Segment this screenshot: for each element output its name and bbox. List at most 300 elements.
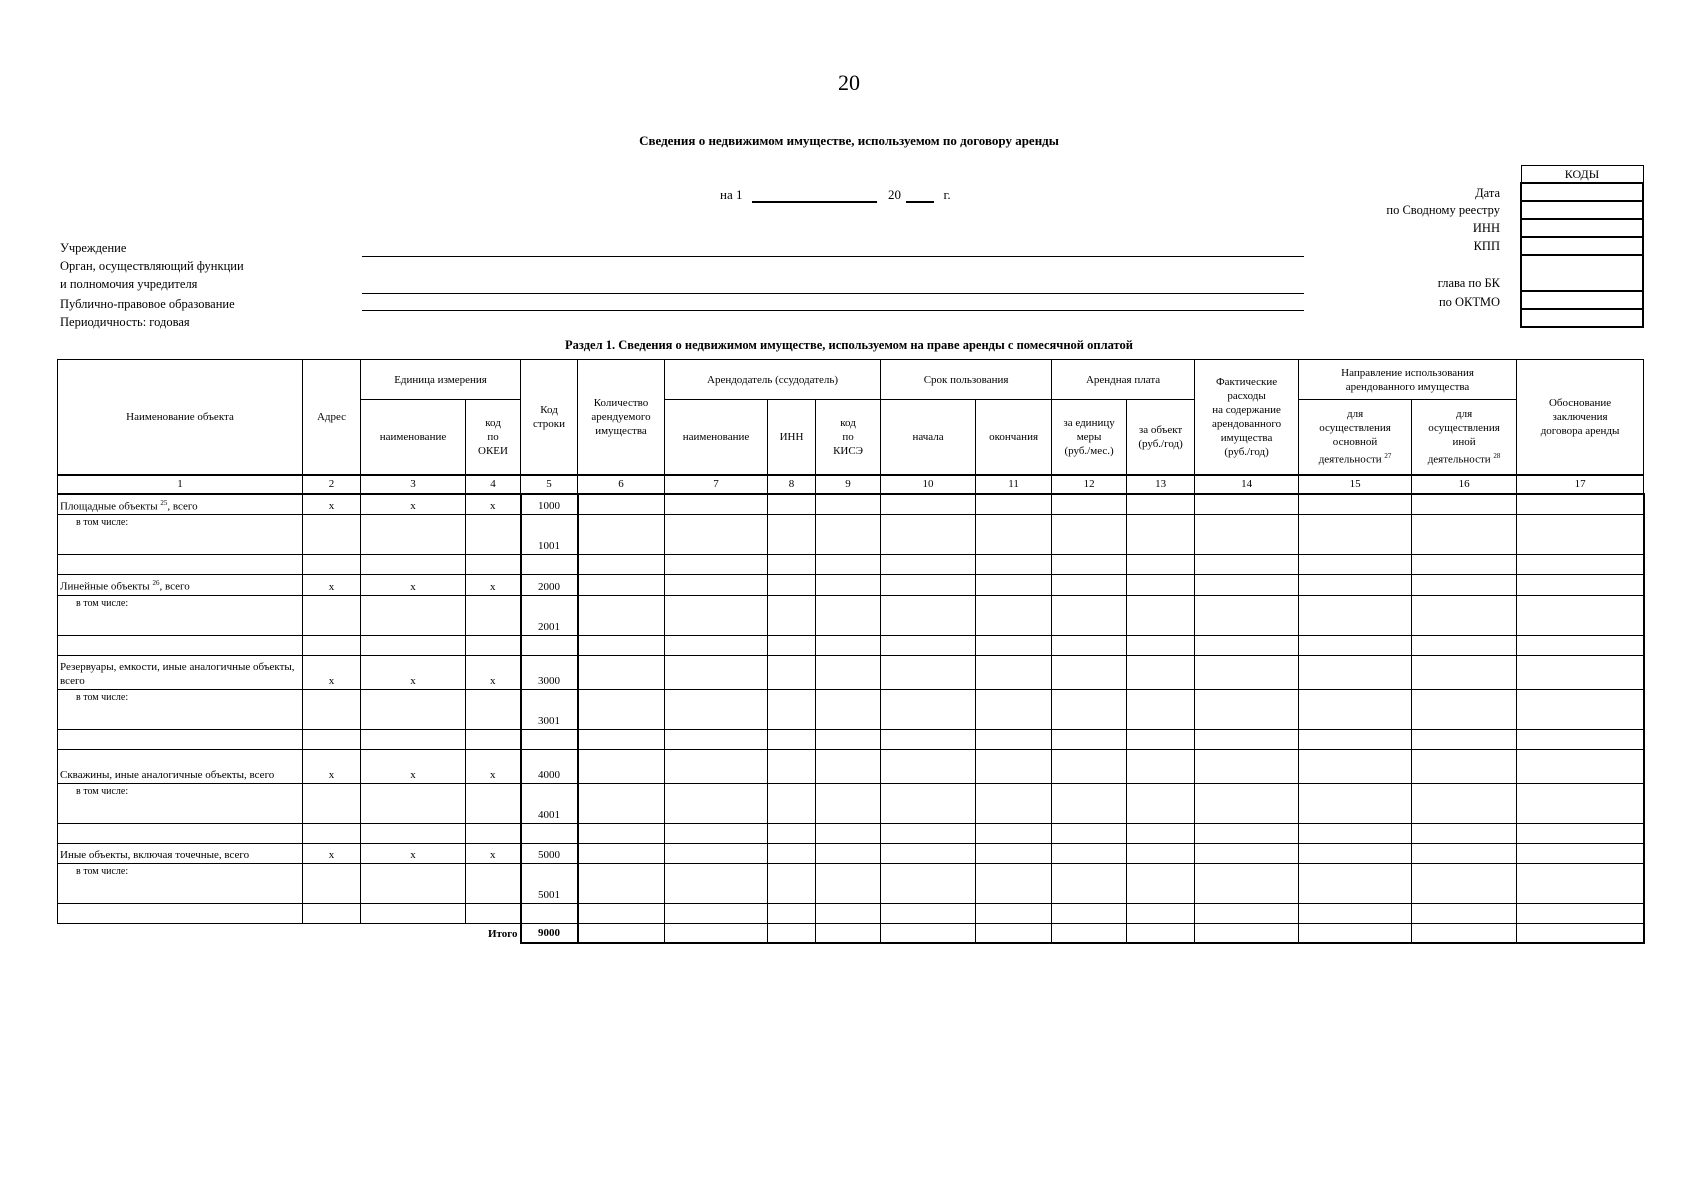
th-dir-other-l4 bbox=[1414, 449, 1514, 467]
th-term-end: окончания bbox=[976, 400, 1052, 475]
data-cell-col-9[interactable] bbox=[816, 494, 881, 515]
data-cell-col-2[interactable] bbox=[303, 555, 361, 575]
th-dir-main bbox=[1299, 400, 1412, 475]
data-cell-col-15[interactable] bbox=[1299, 783, 1412, 823]
th-rent-object-l1: за объект bbox=[1138, 423, 1183, 436]
data-cell-col-13[interactable] bbox=[1127, 729, 1195, 749]
data-cell-col-17[interactable] bbox=[1517, 749, 1644, 783]
data-cell-col-12[interactable] bbox=[1052, 923, 1127, 943]
th-basis-l1: Обоснование bbox=[1548, 396, 1612, 409]
data-cell-col-13[interactable] bbox=[1127, 923, 1195, 943]
table-row bbox=[58, 655, 1644, 689]
data-cell-col-1[interactable] bbox=[58, 555, 303, 575]
data-cell-col-15[interactable] bbox=[1299, 689, 1412, 729]
data-cell-col-12[interactable] bbox=[1052, 689, 1127, 729]
th-fact bbox=[1195, 360, 1299, 475]
data-cell-col-6[interactable] bbox=[578, 555, 665, 575]
th-dir-other bbox=[1412, 400, 1517, 475]
data-cell-col-14[interactable] bbox=[1195, 555, 1299, 575]
data-cell-col-7[interactable] bbox=[665, 635, 768, 655]
data-cell-col-14[interactable] bbox=[1195, 843, 1299, 863]
data-cell-col-4[interactable] bbox=[466, 635, 521, 655]
codes-bk-label: глава по БК bbox=[1437, 276, 1500, 290]
data-cell-col-4[interactable] bbox=[466, 595, 521, 635]
row-code: 3001 bbox=[521, 689, 578, 729]
data-cell-col-3[interactable] bbox=[361, 515, 466, 555]
data-cell-col-11[interactable] bbox=[976, 515, 1052, 555]
data-cell-col-14[interactable] bbox=[1195, 635, 1299, 655]
data-cell-col-11[interactable] bbox=[976, 749, 1052, 783]
data-cell-col-14[interactable] bbox=[1195, 655, 1299, 689]
data-cell-col-15[interactable] bbox=[1299, 635, 1412, 655]
codes-inn-cell[interactable] bbox=[1521, 219, 1643, 237]
table-row bbox=[58, 515, 1644, 555]
data-cell-col-4[interactable] bbox=[466, 515, 521, 555]
okei-x: x bbox=[466, 749, 521, 783]
th-term-start: начала bbox=[881, 400, 976, 475]
data-cell-col-8[interactable] bbox=[768, 515, 816, 555]
object-name-text: Площадные объекты bbox=[60, 500, 158, 513]
date-day-month-field[interactable] bbox=[752, 189, 877, 203]
object-name-text: Резервуары, емкости, иные аналогичные объекты, всего bbox=[60, 660, 295, 687]
data-cell-col-13[interactable] bbox=[1127, 595, 1195, 635]
data-cell-col-6[interactable] bbox=[578, 923, 665, 943]
data-cell-col-14[interactable] bbox=[1195, 863, 1299, 903]
data-cell-col-15[interactable] bbox=[1299, 823, 1412, 843]
data-cell-col-11[interactable] bbox=[976, 729, 1052, 749]
data-cell-col-17[interactable] bbox=[1517, 635, 1644, 655]
data-cell-col-10[interactable] bbox=[881, 783, 976, 823]
th-dir-other-l4-text: деятельности bbox=[1427, 453, 1491, 466]
data-cell-col-17[interactable] bbox=[1517, 515, 1644, 555]
data-cell-col-4[interactable] bbox=[466, 863, 521, 903]
row-code: 4001 bbox=[521, 783, 578, 823]
data-cell-col-10[interactable] bbox=[881, 575, 976, 596]
data-cell-col-3[interactable] bbox=[361, 783, 466, 823]
data-cell-col-8[interactable] bbox=[768, 555, 816, 575]
column-number: 2 bbox=[303, 475, 361, 494]
data-cell-col-9[interactable] bbox=[816, 843, 881, 863]
data-cell-col-13[interactable] bbox=[1127, 555, 1195, 575]
data-cell-col-3[interactable] bbox=[361, 863, 466, 903]
data-cell-col-9[interactable] bbox=[816, 555, 881, 575]
data-cell-col-14[interactable] bbox=[1195, 903, 1299, 923]
data-cell-col-6[interactable] bbox=[578, 783, 665, 823]
data-cell-col-15[interactable] bbox=[1299, 515, 1412, 555]
data-cell-col-11[interactable] bbox=[976, 494, 1052, 515]
data-cell-col-16[interactable] bbox=[1412, 843, 1517, 863]
data-cell-col-14[interactable] bbox=[1195, 575, 1299, 596]
data-cell-col-13[interactable] bbox=[1127, 655, 1195, 689]
codes-oktmo-cell[interactable] bbox=[1521, 291, 1643, 309]
data-cell-col-4[interactable] bbox=[466, 689, 521, 729]
data-cell-col-17[interactable] bbox=[1517, 823, 1644, 843]
data-cell-col-15[interactable] bbox=[1299, 923, 1412, 943]
data-cell-col-11[interactable] bbox=[976, 635, 1052, 655]
data-cell-col-6[interactable] bbox=[578, 749, 665, 783]
data-cell-col-12[interactable] bbox=[1052, 655, 1127, 689]
data-cell-col-6[interactable] bbox=[578, 843, 665, 863]
object-name bbox=[58, 494, 303, 515]
data-cell-col-7[interactable] bbox=[665, 729, 768, 749]
data-cell-col-13[interactable] bbox=[1127, 823, 1195, 843]
data-cell-col-8[interactable] bbox=[768, 729, 816, 749]
data-cell-col-12[interactable] bbox=[1052, 729, 1127, 749]
data-cell-col-17[interactable] bbox=[1517, 555, 1644, 575]
data-cell-col-13[interactable] bbox=[1127, 903, 1195, 923]
data-cell-col-11[interactable] bbox=[976, 823, 1052, 843]
data-cell-col-12[interactable] bbox=[1052, 494, 1127, 515]
data-cell-col-8[interactable] bbox=[768, 655, 816, 689]
data-cell-col-14[interactable] bbox=[1195, 923, 1299, 943]
data-cell-col-16[interactable] bbox=[1412, 515, 1517, 555]
data-cell-col-9[interactable] bbox=[816, 515, 881, 555]
data-cell-col-2[interactable] bbox=[303, 689, 361, 729]
data-cell-col-2[interactable] bbox=[303, 729, 361, 749]
data-cell-col-3[interactable] bbox=[361, 689, 466, 729]
th-direction bbox=[1299, 360, 1517, 400]
column-number: 16 bbox=[1412, 475, 1517, 494]
data-cell-col-7[interactable] bbox=[665, 515, 768, 555]
data-cell-col-16[interactable] bbox=[1412, 729, 1517, 749]
data-cell-col-13[interactable] bbox=[1127, 749, 1195, 783]
data-cell-col-11[interactable] bbox=[976, 689, 1052, 729]
data-cell-col-13[interactable] bbox=[1127, 689, 1195, 729]
table-row bbox=[58, 689, 1644, 729]
data-cell-col-11[interactable] bbox=[976, 595, 1052, 635]
row-code[interactable] bbox=[521, 635, 578, 655]
data-cell-col-10[interactable] bbox=[881, 635, 976, 655]
data-cell-col-9[interactable] bbox=[816, 863, 881, 903]
data-cell-col-4[interactable] bbox=[466, 823, 521, 843]
date-year-prefix: 20 bbox=[887, 187, 901, 202]
data-cell-col-9[interactable] bbox=[816, 903, 881, 923]
data-cell-col-4[interactable] bbox=[466, 783, 521, 823]
data-cell-col-8[interactable] bbox=[768, 823, 816, 843]
data-cell-col-12[interactable] bbox=[1052, 595, 1127, 635]
data-cell-col-1[interactable] bbox=[58, 635, 303, 655]
data-cell-col-2[interactable] bbox=[303, 595, 361, 635]
data-cell-col-12[interactable] bbox=[1052, 783, 1127, 823]
data-cell-col-11[interactable] bbox=[976, 555, 1052, 575]
data-cell-col-9[interactable] bbox=[816, 689, 881, 729]
data-cell-col-16[interactable] bbox=[1412, 783, 1517, 823]
data-cell-col-17[interactable] bbox=[1517, 783, 1644, 823]
data-cell-col-12[interactable] bbox=[1052, 863, 1127, 903]
data-cell-col-14[interactable] bbox=[1195, 749, 1299, 783]
data-cell-col-1[interactable] bbox=[58, 729, 303, 749]
table-row bbox=[58, 843, 1644, 863]
data-cell-col-14[interactable] bbox=[1195, 595, 1299, 635]
data-cell-col-16[interactable] bbox=[1412, 903, 1517, 923]
data-cell-col-7[interactable] bbox=[665, 494, 768, 515]
th-lessor: Арендодатель (ссудодатель) bbox=[665, 360, 881, 400]
data-cell-col-16[interactable] bbox=[1412, 863, 1517, 903]
data-cell-col-7[interactable] bbox=[665, 863, 768, 903]
data-cell-col-9[interactable] bbox=[816, 635, 881, 655]
data-cell-col-12[interactable] bbox=[1052, 843, 1127, 863]
public-entity-line[interactable] bbox=[362, 310, 1304, 311]
data-cell-col-7[interactable] bbox=[665, 823, 768, 843]
data-cell-col-15[interactable] bbox=[1299, 843, 1412, 863]
th-fact-l4: арендованного bbox=[1211, 417, 1282, 430]
table-row bbox=[58, 494, 1644, 515]
date-year-field[interactable] bbox=[906, 189, 934, 203]
data-cell-col-9[interactable] bbox=[816, 595, 881, 635]
founder-label-1: Орган, осуществляющий функции bbox=[60, 259, 244, 273]
data-cell-col-15[interactable] bbox=[1299, 749, 1412, 783]
data-cell-col-13[interactable] bbox=[1127, 515, 1195, 555]
data-cell-col-10[interactable] bbox=[881, 494, 976, 515]
data-cell-col-17[interactable] bbox=[1517, 863, 1644, 903]
data-cell-col-2[interactable] bbox=[303, 635, 361, 655]
th-qty-l3: имущества bbox=[595, 424, 647, 437]
data-cell-col-12[interactable] bbox=[1052, 555, 1127, 575]
data-cell-col-3[interactable] bbox=[361, 823, 466, 843]
data-cell-col-10[interactable] bbox=[881, 595, 976, 635]
data-cell-col-14[interactable] bbox=[1195, 515, 1299, 555]
data-cell-col-11[interactable] bbox=[976, 655, 1052, 689]
data-cell-col-16[interactable] bbox=[1412, 655, 1517, 689]
data-cell-col-16[interactable] bbox=[1412, 689, 1517, 729]
data-cell-col-17[interactable] bbox=[1517, 729, 1644, 749]
data-cell-col-10[interactable] bbox=[881, 923, 976, 943]
data-cell-col-14[interactable] bbox=[1195, 783, 1299, 823]
data-cell-col-11[interactable] bbox=[976, 843, 1052, 863]
th-basis-l2: заключения bbox=[1552, 410, 1608, 423]
section-title: Раздел 1. Сведения о недвижимом имуществе, используемом на праве аренды с помесячной оплатой bbox=[565, 338, 1133, 352]
row-code[interactable] bbox=[521, 555, 578, 575]
column-number: 6 bbox=[578, 475, 665, 494]
data-cell-col-8[interactable] bbox=[768, 689, 816, 729]
data-cell-col-13[interactable] bbox=[1127, 863, 1195, 903]
data-cell-col-17[interactable] bbox=[1517, 575, 1644, 596]
data-cell-col-15[interactable] bbox=[1299, 555, 1412, 575]
data-cell-col-7[interactable] bbox=[665, 903, 768, 923]
data-cell-col-11[interactable] bbox=[976, 923, 1052, 943]
data-cell-col-16[interactable] bbox=[1412, 555, 1517, 575]
data-cell-col-6[interactable] bbox=[578, 903, 665, 923]
data-cell-col-13[interactable] bbox=[1127, 575, 1195, 596]
data-cell-col-3[interactable] bbox=[361, 729, 466, 749]
data-cell-col-13[interactable] bbox=[1127, 843, 1195, 863]
data-cell-col-16[interactable] bbox=[1412, 923, 1517, 943]
codes-registry-cell[interactable] bbox=[1521, 201, 1643, 219]
data-cell-col-11[interactable] bbox=[976, 575, 1052, 596]
data-cell-col-16[interactable] bbox=[1412, 823, 1517, 843]
data-cell-col-7[interactable] bbox=[665, 575, 768, 596]
th-rent-unit bbox=[1052, 400, 1127, 475]
data-cell-col-7[interactable] bbox=[665, 783, 768, 823]
data-cell-col-15[interactable] bbox=[1299, 863, 1412, 903]
table-row bbox=[58, 823, 1644, 843]
data-cell-col-9[interactable] bbox=[816, 823, 881, 843]
data-cell-col-16[interactable] bbox=[1412, 635, 1517, 655]
data-cell-col-10[interactable] bbox=[881, 903, 976, 923]
codes-kpp-cell[interactable] bbox=[1521, 237, 1643, 255]
row-code[interactable] bbox=[521, 729, 578, 749]
data-cell-col-10[interactable] bbox=[881, 515, 976, 555]
data-cell-col-10[interactable] bbox=[881, 823, 976, 843]
data-cell-col-10[interactable] bbox=[881, 729, 976, 749]
th-qty-l1: Количество bbox=[593, 396, 649, 409]
data-cell-col-2[interactable] bbox=[303, 903, 361, 923]
column-number: 17 bbox=[1517, 475, 1644, 494]
data-cell-col-17[interactable] bbox=[1517, 595, 1644, 635]
data-cell-col-2[interactable] bbox=[303, 863, 361, 903]
codes-header: КОДЫ bbox=[1521, 166, 1643, 184]
data-cell-col-14[interactable] bbox=[1195, 494, 1299, 515]
data-cell-col-12[interactable] bbox=[1052, 635, 1127, 655]
data-cell-col-7[interactable] bbox=[665, 555, 768, 575]
periodicity-label: Периодичность: годовая bbox=[60, 315, 190, 329]
data-cell-col-15[interactable] bbox=[1299, 903, 1412, 923]
data-cell-col-3[interactable] bbox=[361, 635, 466, 655]
founder-line[interactable] bbox=[362, 293, 1304, 294]
footnote-mark: 25 bbox=[160, 498, 168, 507]
data-cell-col-12[interactable] bbox=[1052, 515, 1127, 555]
data-cell-col-17[interactable] bbox=[1517, 923, 1644, 943]
data-cell-col-8[interactable] bbox=[768, 494, 816, 515]
data-cell-col-6[interactable] bbox=[578, 515, 665, 555]
data-cell-col-3[interactable] bbox=[361, 903, 466, 923]
data-cell-col-1[interactable] bbox=[58, 823, 303, 843]
data-cell-col-14[interactable] bbox=[1195, 823, 1299, 843]
data-cell-col-9[interactable] bbox=[816, 923, 881, 943]
data-cell-col-8[interactable] bbox=[768, 843, 816, 863]
data-cell-col-16[interactable] bbox=[1412, 749, 1517, 783]
th-unit-name: наименование bbox=[361, 400, 466, 475]
data-cell-col-8[interactable] bbox=[768, 749, 816, 783]
in-that-label: в том числе: bbox=[58, 783, 303, 823]
data-cell-col-2[interactable] bbox=[303, 783, 361, 823]
data-cell-col-12[interactable] bbox=[1052, 823, 1127, 843]
data-cell-col-14[interactable] bbox=[1195, 729, 1299, 749]
data-cell-col-10[interactable] bbox=[881, 655, 976, 689]
data-cell-col-7[interactable] bbox=[665, 843, 768, 863]
th-fact-l5: имущества bbox=[1220, 431, 1273, 444]
data-cell-col-15[interactable] bbox=[1299, 729, 1412, 749]
table-row bbox=[58, 783, 1644, 823]
data-cell-col-13[interactable] bbox=[1127, 635, 1195, 655]
data-cell-col-10[interactable] bbox=[881, 749, 976, 783]
table-row bbox=[58, 555, 1644, 575]
institution-line[interactable] bbox=[362, 256, 1304, 257]
row-code[interactable] bbox=[521, 903, 578, 923]
data-cell-col-1[interactable] bbox=[58, 903, 303, 923]
data-cell-col-9[interactable] bbox=[816, 575, 881, 596]
data-cell-col-4[interactable] bbox=[466, 729, 521, 749]
data-cell-col-7[interactable] bbox=[665, 749, 768, 783]
data-cell-col-3[interactable] bbox=[361, 555, 466, 575]
data-cell-col-6[interactable] bbox=[578, 494, 665, 515]
th-okei bbox=[466, 400, 521, 475]
data-cell-col-6[interactable] bbox=[578, 823, 665, 843]
data-cell-col-17[interactable] bbox=[1517, 494, 1644, 515]
column-number: 5 bbox=[521, 475, 578, 494]
institution-label: Учреждение bbox=[60, 241, 127, 255]
data-cell-col-9[interactable] bbox=[816, 783, 881, 823]
th-fact-l2: расходы bbox=[1227, 389, 1266, 402]
data-cell-col-8[interactable] bbox=[768, 595, 816, 635]
data-cell-col-10[interactable] bbox=[881, 843, 976, 863]
data-cell-col-12[interactable] bbox=[1052, 575, 1127, 596]
data-cell-col-4[interactable] bbox=[466, 555, 521, 575]
data-cell-col-12[interactable] bbox=[1052, 749, 1127, 783]
object-name bbox=[58, 749, 303, 783]
data-cell-col-15[interactable] bbox=[1299, 494, 1412, 515]
data-cell-col-8[interactable] bbox=[768, 635, 816, 655]
data-cell-col-9[interactable] bbox=[816, 729, 881, 749]
data-cell-col-15[interactable] bbox=[1299, 575, 1412, 596]
data-cell-col-12[interactable] bbox=[1052, 903, 1127, 923]
data-cell-col-11[interactable] bbox=[976, 783, 1052, 823]
codes-bk-cell[interactable] bbox=[1521, 255, 1643, 291]
date-prefix: на 1 bbox=[720, 187, 743, 202]
data-cell-col-7[interactable] bbox=[665, 655, 768, 689]
data-cell-col-4[interactable] bbox=[466, 903, 521, 923]
data-cell-col-15[interactable] bbox=[1299, 595, 1412, 635]
data-cell-col-2[interactable] bbox=[303, 515, 361, 555]
th-dir-other-l3: иной bbox=[1452, 435, 1476, 448]
column-number: 11 bbox=[976, 475, 1052, 494]
th-kise-l3: КИСЭ bbox=[833, 444, 863, 457]
data-cell-col-6[interactable] bbox=[578, 689, 665, 729]
codes-date-cell[interactable] bbox=[1521, 183, 1643, 201]
data-cell-col-10[interactable] bbox=[881, 863, 976, 903]
row-code[interactable] bbox=[521, 823, 578, 843]
data-cell-col-9[interactable] bbox=[816, 749, 881, 783]
table-row bbox=[58, 749, 1644, 783]
data-cell-col-6[interactable] bbox=[578, 635, 665, 655]
data-cell-col-6[interactable] bbox=[578, 595, 665, 635]
data-cell-col-13[interactable] bbox=[1127, 783, 1195, 823]
th-kise-l2: по bbox=[842, 430, 854, 443]
data-cell-col-8[interactable] bbox=[768, 923, 816, 943]
data-cell-col-3[interactable] bbox=[361, 595, 466, 635]
data-cell-col-17[interactable] bbox=[1517, 843, 1644, 863]
data-cell-col-14[interactable] bbox=[1195, 689, 1299, 729]
data-cell-col-8[interactable] bbox=[768, 903, 816, 923]
data-cell-col-8[interactable] bbox=[768, 575, 816, 596]
data-cell-col-15[interactable] bbox=[1299, 655, 1412, 689]
data-cell-col-13[interactable] bbox=[1127, 494, 1195, 515]
data-cell-col-11[interactable] bbox=[976, 863, 1052, 903]
data-cell-col-11[interactable] bbox=[976, 903, 1052, 923]
data-cell-col-16[interactable] bbox=[1412, 595, 1517, 635]
data-cell-col-17[interactable] bbox=[1517, 689, 1644, 729]
data-cell-col-6[interactable] bbox=[578, 729, 665, 749]
data-cell-col-10[interactable] bbox=[881, 555, 976, 575]
data-cell-col-10[interactable] bbox=[881, 689, 976, 729]
data-cell-col-7[interactable] bbox=[665, 923, 768, 943]
data-cell-col-7[interactable] bbox=[665, 689, 768, 729]
data-cell-col-6[interactable] bbox=[578, 655, 665, 689]
data-cell-col-16[interactable] bbox=[1412, 494, 1517, 515]
data-cell-col-9[interactable] bbox=[816, 655, 881, 689]
data-cell-col-2[interactable] bbox=[303, 823, 361, 843]
data-cell-col-17[interactable] bbox=[1517, 655, 1644, 689]
data-cell-col-16[interactable] bbox=[1412, 575, 1517, 596]
data-cell-col-17[interactable] bbox=[1517, 903, 1644, 923]
date-suffix: г. bbox=[943, 187, 951, 202]
data-cell-col-7[interactable] bbox=[665, 595, 768, 635]
data-cell-col-6[interactable] bbox=[578, 863, 665, 903]
data-cell-col-8[interactable] bbox=[768, 783, 816, 823]
data-cell-col-6[interactable] bbox=[578, 575, 665, 596]
data-cell-col-8[interactable] bbox=[768, 863, 816, 903]
codes-extra-cell[interactable] bbox=[1521, 309, 1643, 327]
